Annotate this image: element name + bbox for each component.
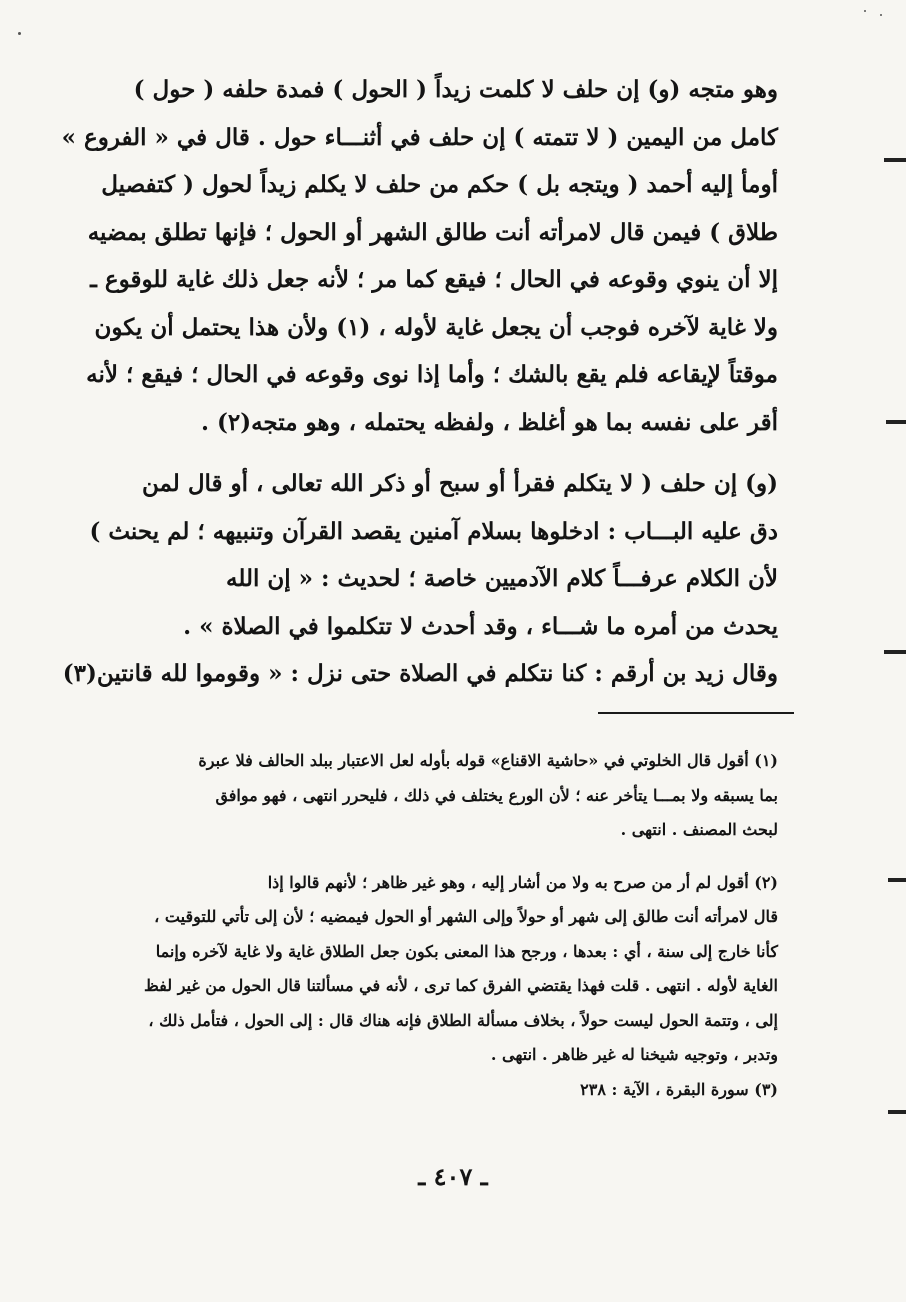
footnote-line: وتدبر ، وتوجيه شيخنا له غير ظاهر . انتهى .	[490, 1045, 778, 1064]
footnote-2	[138, 866, 778, 1073]
text-line: يحدث من أمره ما شـــاء ، وقد أحدث لا تتكلموا في الصلاة » .	[183, 612, 778, 640]
footnote-separator	[598, 712, 794, 714]
main-paragraph-2	[62, 460, 778, 698]
margin-mark	[888, 1110, 906, 1114]
margin-mark	[886, 420, 906, 424]
footnote-1	[138, 744, 778, 848]
footnote-3	[138, 1073, 778, 1108]
footnotes	[138, 744, 778, 1107]
scan-speck	[18, 32, 21, 35]
footnote-line: لبحث المصنف . انتهى .	[620, 820, 778, 839]
text-line: أقر على نفسه بما هو أغلظ ، ولفظه يحتمله ، وهو متجه(٢) .	[200, 408, 778, 436]
text-line: طلاق ) فيمن قال لامرأته أنت طالق الشهر أو الحول ؛ فإنها تطلق بمضيه	[87, 218, 778, 246]
footnote-line: (١) أقول قال الخلوتي في «حاشية الاقناع» قوله بأوله لعل الاعتبار ببلد الحالف فلا عبرة	[198, 751, 778, 770]
footnote-line: بما يسبقه ولا بمـــا يتأخر عنه ؛ لأن الورع يختلف في ذلك ، فليحرر انتهى ، فهو موافق	[215, 785, 778, 805]
text-line: لأن الكلام عرفـــاً كلام الآدميين خاصة ؛ لحديث : « إن الله	[226, 565, 778, 592]
text-line: إلا أن ينوي وقوعه في الحال ؛ فيقع كما مر ؛ لأنه جعل ذلك غاية للوقوع ـ	[90, 266, 778, 293]
margin-mark	[884, 650, 906, 654]
text-line: وقال زيد بن أرقم : كنا نتكلم في الصلاة حتى نزل : « وقوموا لله قانتين(٣)	[62, 660, 778, 687]
footnote-line: (٣) سورة البقرة ، الآية : ٢٣٨	[580, 1079, 778, 1099]
footnote-line: (٢) أقول لم أر من صرح به ولا من أشار إليه ، وهو غير ظاهر ؛ لأنهم قالوا إذا	[267, 872, 778, 892]
footnote-line: قال لامرأته أنت طالق إلى شهر أو حولاً وإلى الشهر أو الحول فيمضيه ؛ لأن إلى تأتي للتوقيت ،	[154, 907, 778, 926]
margin-mark	[888, 878, 906, 882]
footnote-line: كأنا خارج إلى سنة ، أي : بعدها ، ورجح هذا المعنى بكون جعل الطلاق غاية ولا غاية لآخره وإنما	[155, 941, 778, 961]
text-line: ولا غاية لآخره فوجب أن يجعل غاية لأوله ، (١) ولأن هذا يحتمل أن يكون	[94, 313, 778, 341]
text-line: (و) إن حلف ( لا يتكلم فقرأ أو سبح أو ذكر الله تعالى ، أو قال لمن	[142, 470, 778, 497]
footnote-line: إلى ، وتتمة الحول ليست حولاً ، بخلاف مسألة الطلاق فإنه هناك قال : إلى الحول ، فتأمل ذلك ،	[148, 1010, 778, 1030]
scan-speck	[864, 10, 866, 12]
footnote-line: الغاية لأوله . انتهى . قلت فهذا يقتضي الفرق كما ترى ، لأنه في مسألتنا قال الحول من غير لفظ	[143, 976, 778, 995]
margin-mark	[884, 158, 906, 162]
text-line: دق عليه البـــاب : ادخلوها بسلام آمنين يقصد القرآن وتنبيهه ؛ لم يحنث )	[89, 517, 778, 545]
text-line: أومأ إليه أحمد ( ويتجه بل ) حكم من حلف لا يكلم زيداً لحول ( كتفصيل	[101, 171, 778, 198]
text-line: وهو متجه (و) إن حلف لا كلمت زيداً ( الحول ) فمدة حلفه ( حول )	[133, 76, 778, 103]
scan-speck	[880, 14, 882, 16]
page-number: ـ ٤٠٧ ـ	[418, 1162, 488, 1191]
text-line: كامل من اليمين ( لا تتمته ) إن حلف في أثنـــاء حول . قال في « الفروع »	[61, 123, 778, 151]
text-line: موقتاً لإيقاعه فلم يقع بالشك ؛ وأما إذا نوى وقوعه في الحال ؛ فيقع ؛ لأنه	[86, 361, 778, 388]
main-paragraph-1	[61, 66, 778, 446]
